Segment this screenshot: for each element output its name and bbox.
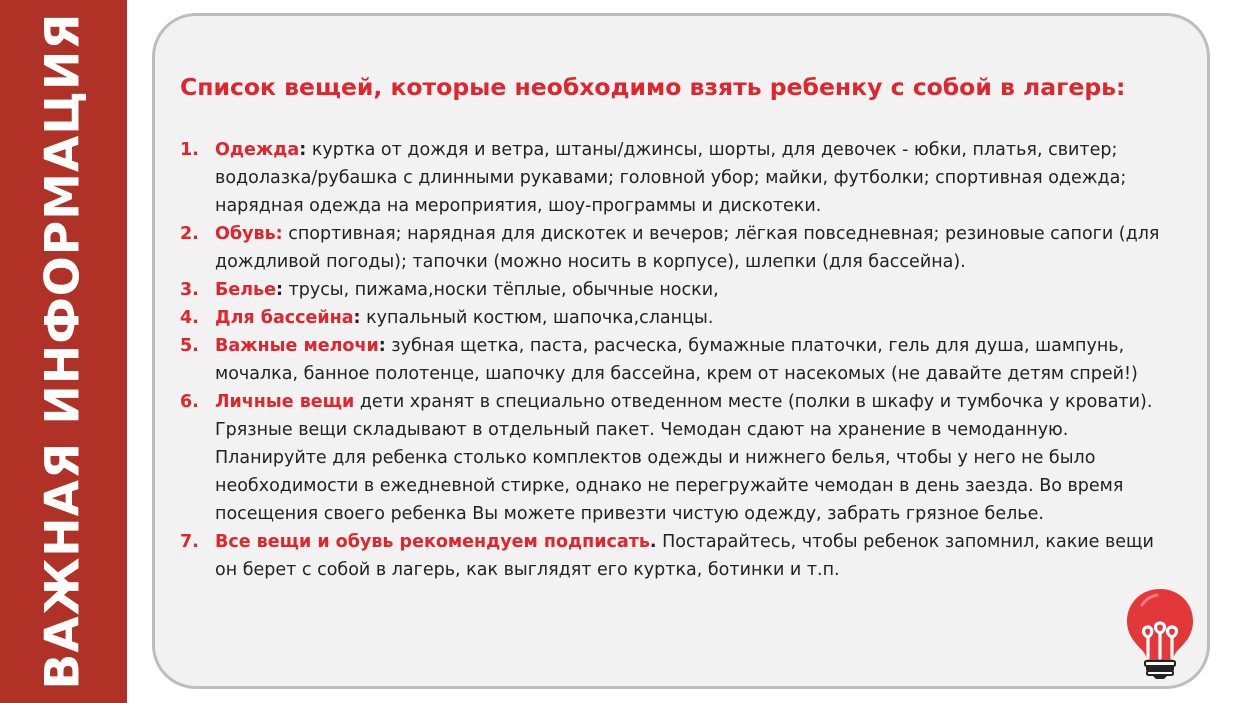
item-label: Все вещи и обувь рекомендуем подписать — [215, 532, 650, 552]
list-item — [180, 304, 1170, 332]
list-item — [180, 388, 1170, 528]
item-number: 6. — [180, 392, 199, 412]
item-colon: : — [299, 140, 307, 160]
item-colon: : — [353, 308, 361, 328]
item-text: зубная щетка, паста, расческа, бумажные платочки, гель для душа, шампунь, мочалка, банное полотенце, шапочку для бассейна, крем от насекомых (не давайте детям спрей!) — [215, 336, 1138, 384]
items-list — [180, 136, 1170, 584]
info-card — [152, 13, 1210, 689]
item-label: Важные мелочи — [215, 336, 379, 356]
item-label: Одежда — [215, 140, 300, 160]
list-item — [180, 528, 1170, 584]
item-number: 7. — [180, 532, 199, 552]
list-item — [180, 220, 1170, 276]
side-banner — [0, 0, 127, 703]
item-text: спортивная; нарядная для дискотек и вечеров; лёгкая повседневная; резиновые сапоги (для дождливой погоды); тапочки (можно носить в корпусе), шлепки (для бассейна). — [215, 224, 1160, 272]
item-number: 1. — [180, 140, 199, 160]
item-label: Личные вещи — [215, 392, 355, 412]
item-text: Постарайтесь, чтобы ребенок запомнил, какие вещи он берет с собой в лагерь, как выглядят его куртка, ботинки и т.п. — [215, 532, 1154, 580]
item-number: 2. — [180, 224, 199, 244]
item-text: дети хранят в специально отведенном месте (полки в шкафу и тумбочка у кровати). Грязные вещи складывают в отдельный пакет. Чемодан сдают на хранение в чемоданную. Планируйте для ребенка столько комплектов одежды и нижнего белья, чтобы у него не было необходимости в ежедневной стирке, однако не перегружайте чемодан в день заезда. Во время посещения своего ребенка Вы можете привезти чистую одежду, забрать грязное белье. — [215, 392, 1153, 524]
item-label: Обувь: — [215, 224, 283, 244]
item-text: куртка от дождя и ветра, штаны/джинсы, шорты, для девочек - юбки, платья, свитер; водолазка/рубашка с длинными рукавами; головной убор; майки, футболки; спортивная одежда; нарядная одежда на мероприятия, шоу-программы и дискотеки. — [215, 140, 1127, 216]
item-label: Белье — [215, 280, 276, 300]
item-text: трусы, пижама,носки тёплые, обычные носки, — [282, 280, 719, 300]
item-colon: : — [275, 280, 283, 300]
lightbulb-icon — [1124, 585, 1196, 681]
list-item — [180, 136, 1170, 220]
item-number: 5. — [180, 336, 199, 356]
item-label: Для бассейна — [215, 308, 354, 328]
item-number: 4. — [180, 308, 199, 328]
item-colon: . — [649, 532, 657, 552]
item-number: 3. — [180, 280, 199, 300]
list-item — [180, 332, 1170, 388]
side-banner-title: ВАЖНАЯ ИНФОРМАЦИЯ — [35, 12, 91, 690]
list-item — [180, 276, 1170, 304]
item-text: купальный костюм, шапочка,сланцы. — [360, 308, 714, 328]
item-colon: : — [378, 336, 386, 356]
card-title: Список вещей, которые необходимо взять ребенку с собой в лагерь: — [180, 73, 1126, 101]
